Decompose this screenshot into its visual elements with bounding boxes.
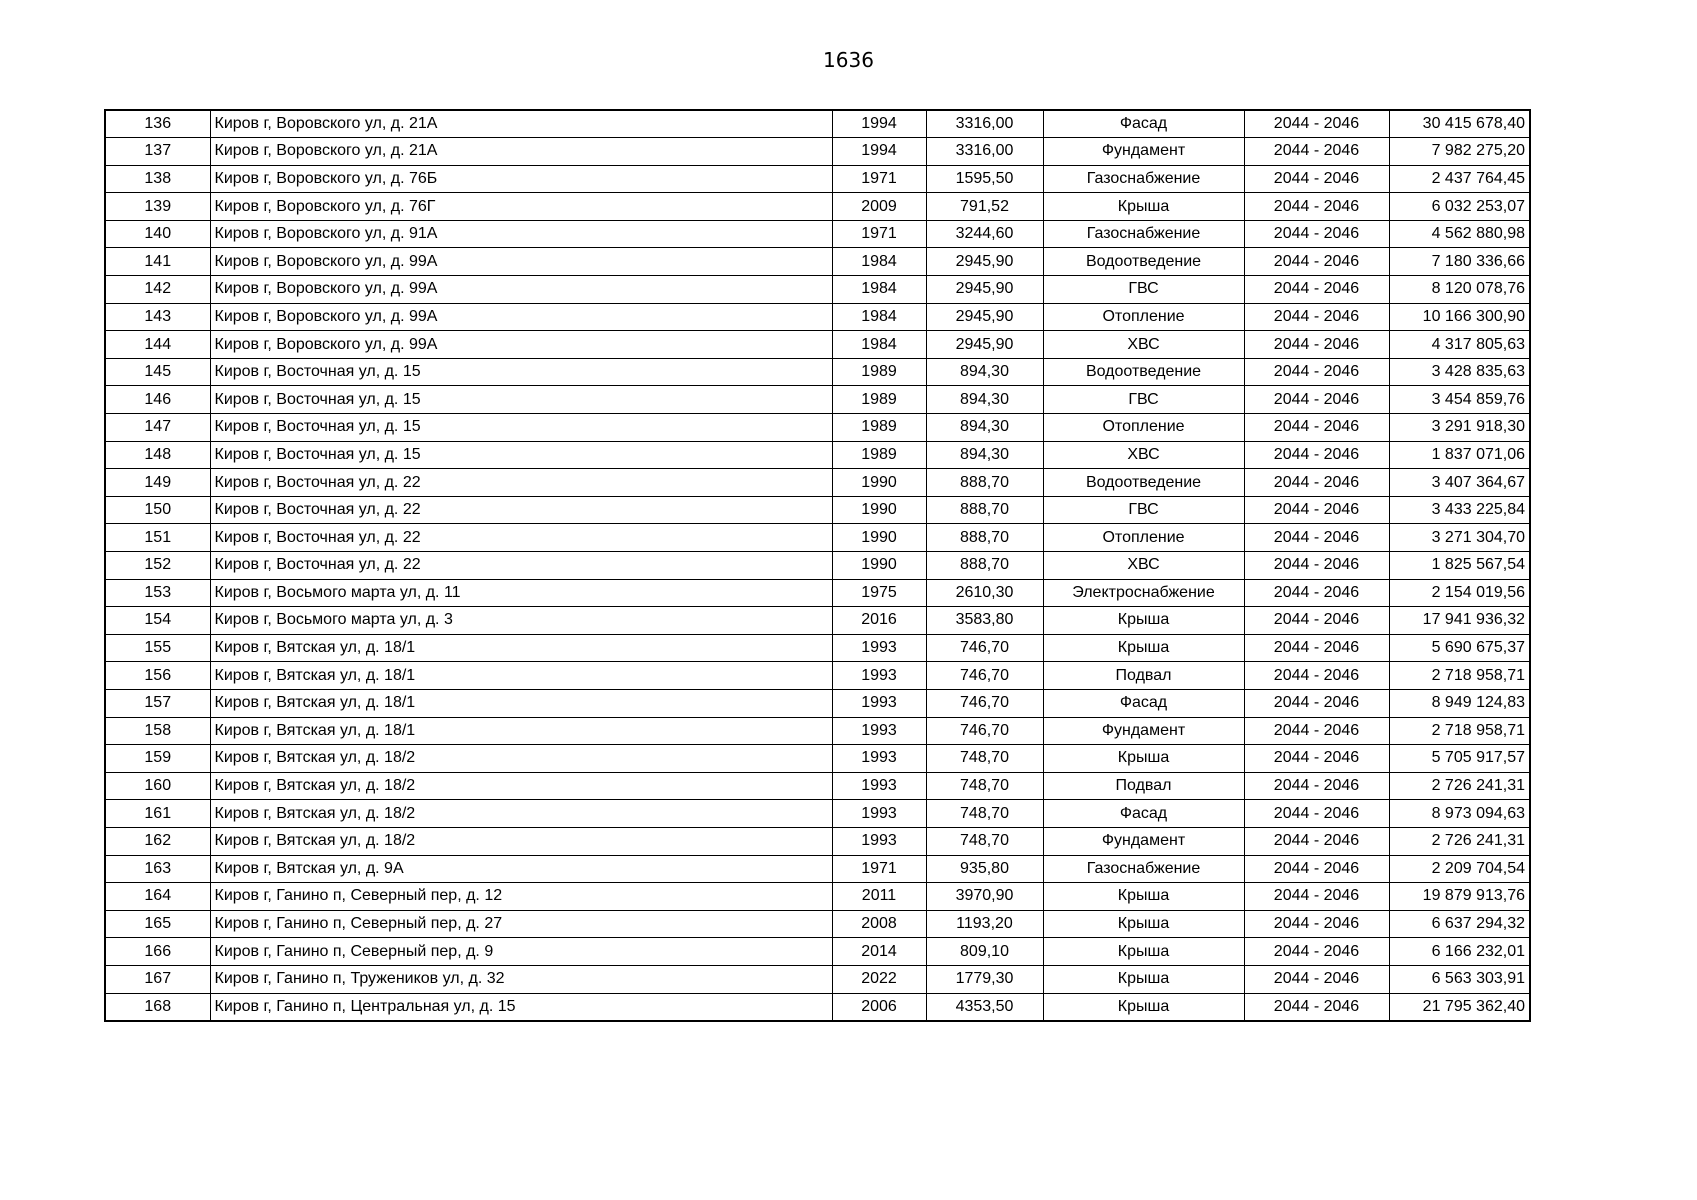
cost-cell: 5 705 917,57 [1389, 745, 1530, 773]
year-cell: 1989 [832, 441, 926, 469]
cost-cell: 5 690 675,37 [1389, 634, 1530, 662]
cost-cell: 6 166 232,01 [1389, 938, 1530, 966]
address-cell: Киров г, Восточная ул, д. 15 [210, 414, 832, 442]
work-type-cell: Газоснабжение [1043, 220, 1244, 248]
area-cell: 3244,60 [926, 220, 1043, 248]
address-cell: Киров г, Ганино п, Центральная ул, д. 15 [210, 993, 832, 1021]
address-cell: Киров г, Воровского ул, д. 99А [210, 276, 832, 304]
cost-cell: 8 120 078,76 [1389, 276, 1530, 304]
address-cell: Киров г, Восточная ул, д. 22 [210, 496, 832, 524]
work-type-cell: Отопление [1043, 524, 1244, 552]
address-cell: Киров г, Вятская ул, д. 18/1 [210, 662, 832, 690]
area-cell: 2945,90 [926, 276, 1043, 304]
period-cell: 2044 - 2046 [1244, 745, 1389, 773]
address-cell: Киров г, Восьмого марта ул, д. 3 [210, 607, 832, 635]
work-type-cell: ГВС [1043, 386, 1244, 414]
table-row [105, 634, 1530, 662]
period-cell: 2044 - 2046 [1244, 165, 1389, 193]
table-row [105, 772, 1530, 800]
page-number: 1636 [823, 48, 874, 72]
address-cell: Киров г, Восточная ул, д. 15 [210, 386, 832, 414]
year-cell: 1975 [832, 579, 926, 607]
area-cell: 935,80 [926, 855, 1043, 883]
year-cell: 1994 [832, 110, 926, 138]
address-cell: Киров г, Вятская ул, д. 9А [210, 855, 832, 883]
year-cell: 1984 [832, 303, 926, 331]
address-cell: Киров г, Восточная ул, д. 15 [210, 441, 832, 469]
cost-cell: 4 562 880,98 [1389, 220, 1530, 248]
work-type-cell: ХВС [1043, 552, 1244, 580]
cost-cell: 4 317 805,63 [1389, 331, 1530, 359]
work-type-cell: Подвал [1043, 662, 1244, 690]
area-cell: 894,30 [926, 386, 1043, 414]
period-cell: 2044 - 2046 [1244, 634, 1389, 662]
table-row [105, 496, 1530, 524]
work-type-cell: Крыша [1043, 634, 1244, 662]
work-type-cell: Водоотведение [1043, 358, 1244, 386]
cost-cell: 3 291 918,30 [1389, 414, 1530, 442]
address-cell: Киров г, Воровского ул, д. 99А [210, 303, 832, 331]
area-cell: 3970,90 [926, 883, 1043, 911]
table-row [105, 552, 1530, 580]
cost-cell: 3 428 835,63 [1389, 358, 1530, 386]
cost-cell: 2 726 241,31 [1389, 827, 1530, 855]
period-cell: 2044 - 2046 [1244, 717, 1389, 745]
year-cell: 1989 [832, 414, 926, 442]
year-cell: 1984 [832, 276, 926, 304]
address-cell: Киров г, Вятская ул, д. 18/2 [210, 800, 832, 828]
address-cell: Киров г, Воровского ул, д. 91А [210, 220, 832, 248]
address-cell: Киров г, Воровского ул, д. 76Б [210, 165, 832, 193]
year-cell: 1971 [832, 220, 926, 248]
work-type-cell: Крыша [1043, 745, 1244, 773]
work-type-cell: Крыша [1043, 938, 1244, 966]
year-cell: 1993 [832, 717, 926, 745]
table-row [105, 607, 1530, 635]
area-cell: 1779,30 [926, 965, 1043, 993]
row-number-cell: 165 [105, 910, 210, 938]
period-cell: 2044 - 2046 [1244, 552, 1389, 580]
table-row [105, 965, 1530, 993]
work-type-cell: Фундамент [1043, 138, 1244, 166]
address-cell: Киров г, Воровского ул, д. 99А [210, 331, 832, 359]
row-number-cell: 154 [105, 607, 210, 635]
address-cell: Киров г, Восточная ул, д. 22 [210, 469, 832, 497]
cost-cell: 2 209 704,54 [1389, 855, 1530, 883]
address-cell: Киров г, Вятская ул, д. 18/2 [210, 827, 832, 855]
work-type-cell: Газоснабжение [1043, 855, 1244, 883]
period-cell: 2044 - 2046 [1244, 331, 1389, 359]
period-cell: 2044 - 2046 [1244, 800, 1389, 828]
table-row [105, 441, 1530, 469]
work-type-cell: Фундамент [1043, 827, 1244, 855]
year-cell: 2016 [832, 607, 926, 635]
area-cell: 748,70 [926, 827, 1043, 855]
area-cell: 3316,00 [926, 138, 1043, 166]
address-cell: Киров г, Ганино п, Северный пер, д. 9 [210, 938, 832, 966]
area-cell: 894,30 [926, 414, 1043, 442]
area-cell: 888,70 [926, 552, 1043, 580]
address-cell: Киров г, Воровского ул, д. 76Г [210, 193, 832, 221]
period-cell: 2044 - 2046 [1244, 138, 1389, 166]
area-cell: 809,10 [926, 938, 1043, 966]
area-cell: 894,30 [926, 358, 1043, 386]
year-cell: 1989 [832, 358, 926, 386]
row-number-cell: 166 [105, 938, 210, 966]
row-number-cell: 146 [105, 386, 210, 414]
year-cell: 1993 [832, 800, 926, 828]
address-cell: Киров г, Вятская ул, д. 18/1 [210, 634, 832, 662]
address-cell: Киров г, Вятская ул, д. 18/2 [210, 745, 832, 773]
capital-repair-table [104, 109, 1531, 1022]
address-cell: Киров г, Воровского ул, д. 21А [210, 110, 832, 138]
work-type-cell: Водоотведение [1043, 469, 1244, 497]
cost-cell: 3 271 304,70 [1389, 524, 1530, 552]
table-row [105, 110, 1530, 138]
year-cell: 1993 [832, 689, 926, 717]
cost-cell: 6 032 253,07 [1389, 193, 1530, 221]
table-body [105, 110, 1530, 1021]
table-row [105, 745, 1530, 773]
address-cell: Киров г, Восточная ул, д. 22 [210, 552, 832, 580]
year-cell: 1990 [832, 469, 926, 497]
address-cell: Киров г, Воровского ул, д. 99А [210, 248, 832, 276]
area-cell: 2610,30 [926, 579, 1043, 607]
cost-cell: 7 982 275,20 [1389, 138, 1530, 166]
row-number-cell: 153 [105, 579, 210, 607]
cost-cell: 10 166 300,90 [1389, 303, 1530, 331]
period-cell: 2044 - 2046 [1244, 662, 1389, 690]
period-cell: 2044 - 2046 [1244, 220, 1389, 248]
cost-cell: 21 795 362,40 [1389, 993, 1530, 1021]
work-type-cell: ГВС [1043, 496, 1244, 524]
work-type-cell: Крыша [1043, 993, 1244, 1021]
work-type-cell: Фасад [1043, 800, 1244, 828]
cost-cell: 3 454 859,76 [1389, 386, 1530, 414]
year-cell: 1993 [832, 827, 926, 855]
cost-cell: 8 973 094,63 [1389, 800, 1530, 828]
year-cell: 1994 [832, 138, 926, 166]
year-cell: 1984 [832, 331, 926, 359]
row-number-cell: 167 [105, 965, 210, 993]
row-number-cell: 149 [105, 469, 210, 497]
period-cell: 2044 - 2046 [1244, 772, 1389, 800]
year-cell: 2022 [832, 965, 926, 993]
year-cell: 1990 [832, 496, 926, 524]
work-type-cell: Электроснабжение [1043, 579, 1244, 607]
period-cell: 2044 - 2046 [1244, 524, 1389, 552]
row-number-cell: 143 [105, 303, 210, 331]
year-cell: 2014 [832, 938, 926, 966]
row-number-cell: 147 [105, 414, 210, 442]
row-number-cell: 142 [105, 276, 210, 304]
period-cell: 2044 - 2046 [1244, 441, 1389, 469]
year-cell: 2011 [832, 883, 926, 911]
year-cell: 1990 [832, 552, 926, 580]
table-row [105, 910, 1530, 938]
table-row [105, 993, 1530, 1021]
work-type-cell: Фундамент [1043, 717, 1244, 745]
work-type-cell: ХВС [1043, 331, 1244, 359]
area-cell: 2945,90 [926, 248, 1043, 276]
area-cell: 4353,50 [926, 993, 1043, 1021]
table-row [105, 883, 1530, 911]
year-cell: 1990 [832, 524, 926, 552]
period-cell: 2044 - 2046 [1244, 938, 1389, 966]
period-cell: 2044 - 2046 [1244, 248, 1389, 276]
table-row [105, 855, 1530, 883]
row-number-cell: 162 [105, 827, 210, 855]
area-cell: 3316,00 [926, 110, 1043, 138]
period-cell: 2044 - 2046 [1244, 910, 1389, 938]
cost-cell: 3 433 225,84 [1389, 496, 1530, 524]
table-row [105, 386, 1530, 414]
row-number-cell: 159 [105, 745, 210, 773]
row-number-cell: 138 [105, 165, 210, 193]
address-cell: Киров г, Вятская ул, д. 18/1 [210, 717, 832, 745]
period-cell: 2044 - 2046 [1244, 855, 1389, 883]
table-row [105, 276, 1530, 304]
area-cell: 888,70 [926, 524, 1043, 552]
cost-cell: 2 718 958,71 [1389, 662, 1530, 690]
cost-cell: 8 949 124,83 [1389, 689, 1530, 717]
address-cell: Киров г, Восточная ул, д. 22 [210, 524, 832, 552]
work-type-cell: Фасад [1043, 689, 1244, 717]
period-cell: 2044 - 2046 [1244, 689, 1389, 717]
area-cell: 888,70 [926, 496, 1043, 524]
table-row [105, 138, 1530, 166]
area-cell: 746,70 [926, 634, 1043, 662]
cost-cell: 2 154 019,56 [1389, 579, 1530, 607]
table-row [105, 469, 1530, 497]
cost-cell: 6 637 294,32 [1389, 910, 1530, 938]
row-number-cell: 140 [105, 220, 210, 248]
row-number-cell: 164 [105, 883, 210, 911]
work-type-cell: Крыша [1043, 607, 1244, 635]
work-type-cell: Крыша [1043, 193, 1244, 221]
table-row [105, 220, 1530, 248]
table-row [105, 248, 1530, 276]
period-cell: 2044 - 2046 [1244, 469, 1389, 497]
year-cell: 2008 [832, 910, 926, 938]
cost-cell: 2 726 241,31 [1389, 772, 1530, 800]
row-number-cell: 144 [105, 331, 210, 359]
row-number-cell: 145 [105, 358, 210, 386]
row-number-cell: 168 [105, 993, 210, 1021]
table-row [105, 193, 1530, 221]
period-cell: 2044 - 2046 [1244, 276, 1389, 304]
row-number-cell: 150 [105, 496, 210, 524]
row-number-cell: 160 [105, 772, 210, 800]
period-cell: 2044 - 2046 [1244, 303, 1389, 331]
year-cell: 1993 [832, 634, 926, 662]
year-cell: 1971 [832, 165, 926, 193]
area-cell: 894,30 [926, 441, 1043, 469]
table-row [105, 303, 1530, 331]
address-cell: Киров г, Восточная ул, д. 15 [210, 358, 832, 386]
table-row [105, 165, 1530, 193]
period-cell: 2044 - 2046 [1244, 110, 1389, 138]
row-number-cell: 151 [105, 524, 210, 552]
cost-cell: 2 718 958,71 [1389, 717, 1530, 745]
address-cell: Киров г, Воровского ул, д. 21А [210, 138, 832, 166]
year-cell: 1989 [832, 386, 926, 414]
area-cell: 2945,90 [926, 303, 1043, 331]
period-cell: 2044 - 2046 [1244, 827, 1389, 855]
area-cell: 748,70 [926, 772, 1043, 800]
work-type-cell: Отопление [1043, 414, 1244, 442]
address-cell: Киров г, Ганино п, Тружеников ул, д. 32 [210, 965, 832, 993]
work-type-cell: Отопление [1043, 303, 1244, 331]
table-row [105, 717, 1530, 745]
address-cell: Киров г, Вятская ул, д. 18/1 [210, 689, 832, 717]
work-type-cell: Крыша [1043, 883, 1244, 911]
area-cell: 2945,90 [926, 331, 1043, 359]
table-row [105, 689, 1530, 717]
table-row [105, 414, 1530, 442]
work-type-cell: ХВС [1043, 441, 1244, 469]
cost-cell: 3 407 364,67 [1389, 469, 1530, 497]
table-row [105, 827, 1530, 855]
period-cell: 2044 - 2046 [1244, 965, 1389, 993]
row-number-cell: 158 [105, 717, 210, 745]
address-cell: Киров г, Ганино п, Северный пер, д. 12 [210, 883, 832, 911]
table-row [105, 938, 1530, 966]
cost-cell: 6 563 303,91 [1389, 965, 1530, 993]
row-number-cell: 155 [105, 634, 210, 662]
area-cell: 748,70 [926, 745, 1043, 773]
cost-cell: 1 825 567,54 [1389, 552, 1530, 580]
address-cell: Киров г, Ганино п, Северный пер, д. 27 [210, 910, 832, 938]
area-cell: 1595,50 [926, 165, 1043, 193]
work-type-cell: Крыша [1043, 910, 1244, 938]
address-cell: Киров г, Восьмого марта ул, д. 11 [210, 579, 832, 607]
row-number-cell: 156 [105, 662, 210, 690]
area-cell: 748,70 [926, 800, 1043, 828]
area-cell: 746,70 [926, 717, 1043, 745]
cost-cell: 30 415 678,40 [1389, 110, 1530, 138]
year-cell: 1993 [832, 662, 926, 690]
year-cell: 1993 [832, 772, 926, 800]
row-number-cell: 163 [105, 855, 210, 883]
year-cell: 2009 [832, 193, 926, 221]
period-cell: 2044 - 2046 [1244, 496, 1389, 524]
table-row [105, 331, 1530, 359]
period-cell: 2044 - 2046 [1244, 358, 1389, 386]
row-number-cell: 141 [105, 248, 210, 276]
cost-cell: 17 941 936,32 [1389, 607, 1530, 635]
period-cell: 2044 - 2046 [1244, 883, 1389, 911]
cost-cell: 2 437 764,45 [1389, 165, 1530, 193]
row-number-cell: 152 [105, 552, 210, 580]
row-number-cell: 137 [105, 138, 210, 166]
period-cell: 2044 - 2046 [1244, 193, 1389, 221]
area-cell: 888,70 [926, 469, 1043, 497]
period-cell: 2044 - 2046 [1244, 414, 1389, 442]
period-cell: 2044 - 2046 [1244, 607, 1389, 635]
table-row [105, 800, 1530, 828]
year-cell: 1984 [832, 248, 926, 276]
work-type-cell: Крыша [1043, 965, 1244, 993]
period-cell: 2044 - 2046 [1244, 579, 1389, 607]
table-row [105, 579, 1530, 607]
cost-cell: 7 180 336,66 [1389, 248, 1530, 276]
table-row [105, 524, 1530, 552]
year-cell: 1971 [832, 855, 926, 883]
cost-cell: 1 837 071,06 [1389, 441, 1530, 469]
area-cell: 1193,20 [926, 910, 1043, 938]
work-type-cell: Подвал [1043, 772, 1244, 800]
row-number-cell: 139 [105, 193, 210, 221]
row-number-cell: 161 [105, 800, 210, 828]
area-cell: 746,70 [926, 662, 1043, 690]
year-cell: 2006 [832, 993, 926, 1021]
period-cell: 2044 - 2046 [1244, 993, 1389, 1021]
cost-cell: 19 879 913,76 [1389, 883, 1530, 911]
row-number-cell: 136 [105, 110, 210, 138]
row-number-cell: 148 [105, 441, 210, 469]
work-type-cell: Водоотведение [1043, 248, 1244, 276]
table-row [105, 358, 1530, 386]
row-number-cell: 157 [105, 689, 210, 717]
address-cell: Киров г, Вятская ул, д. 18/2 [210, 772, 832, 800]
area-cell: 3583,80 [926, 607, 1043, 635]
work-type-cell: ГВС [1043, 276, 1244, 304]
table-row [105, 662, 1530, 690]
work-type-cell: Фасад [1043, 110, 1244, 138]
area-cell: 791,52 [926, 193, 1043, 221]
work-type-cell: Газоснабжение [1043, 165, 1244, 193]
area-cell: 746,70 [926, 689, 1043, 717]
year-cell: 1993 [832, 745, 926, 773]
period-cell: 2044 - 2046 [1244, 386, 1389, 414]
